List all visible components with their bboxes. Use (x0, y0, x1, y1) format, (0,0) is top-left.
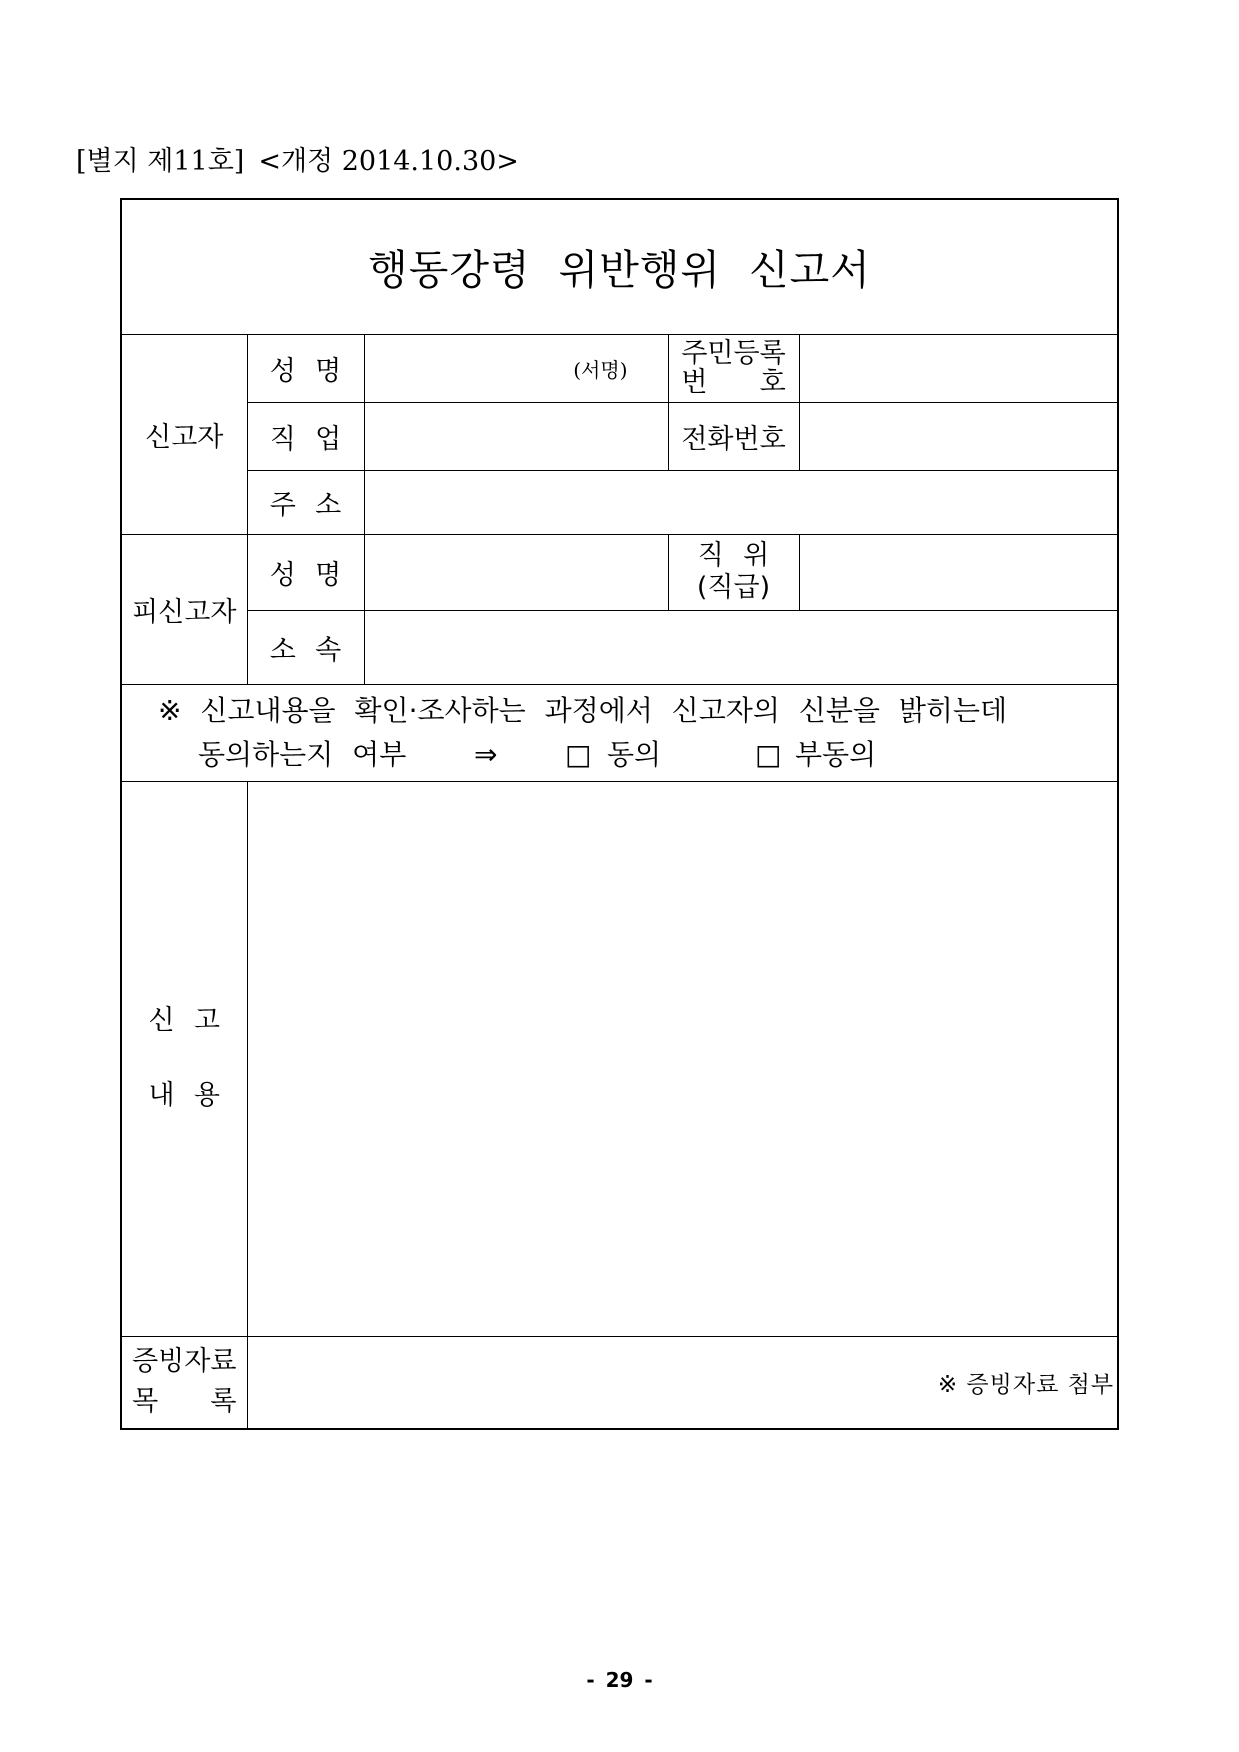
resident-no-label-cell (668, 334, 799, 402)
position-label-line1: 직 위 (697, 540, 770, 571)
resident-no-label (681, 339, 785, 397)
form-title-cell (121, 199, 1118, 334)
address-field[interactable] (364, 470, 1118, 534)
report-content-label (122, 1003, 247, 1114)
address-label: 주 소 (247, 470, 364, 534)
arrow-icon: ⇒ (474, 737, 498, 771)
reporter-name-label: 성 명 (247, 334, 364, 402)
evidence-label-line1: 증빙자료 (132, 1346, 237, 1378)
agree-checkbox[interactable]: □ (565, 737, 592, 771)
report-form-table (120, 198, 1119, 1430)
evidence-attach-note: ※ 증빙자료 첨부 (937, 1371, 1115, 1398)
report-content-field[interactable] (247, 781, 1118, 1336)
resident-no-field[interactable] (799, 334, 1118, 402)
accused-section-label: 피신고자 (121, 534, 247, 684)
resident-no-label-line1: 주민등록 (681, 338, 786, 369)
phone-label: 전화번호 (668, 402, 799, 470)
position-label-line2: (직급) (696, 572, 771, 603)
resident-no-label-line2-left: 번 (681, 367, 708, 398)
evidence-list-field[interactable] (247, 1336, 1118, 1429)
affiliation-label: 소 속 (247, 610, 364, 684)
occupation-label: 직 업 (247, 402, 364, 470)
accused-name-label: 성 명 (247, 534, 364, 610)
disagree-checkbox[interactable]: □ (755, 737, 782, 771)
report-content-label-line1: 신 고 (148, 1005, 221, 1036)
evidence-label-line2-left: 목 (132, 1386, 159, 1418)
identity-consent-cell (121, 684, 1118, 781)
evidence-label (132, 1342, 236, 1422)
accused-name-field[interactable] (364, 534, 668, 610)
occupation-field[interactable] (364, 402, 668, 470)
resident-no-label-line2 (681, 368, 785, 397)
position-label (697, 540, 770, 604)
signature-hint: (서명) (573, 357, 628, 382)
agree-label: 동의 (607, 737, 662, 771)
position-field[interactable] (799, 534, 1118, 610)
form-title: 행동강령 위반행위 신고서 (368, 246, 871, 295)
consent-question: 동의하는지 여부 (198, 737, 407, 771)
revision-date: <개정 2014.10.30> (258, 146, 519, 177)
affiliation-field[interactable] (364, 610, 1118, 684)
form-number: [별지 제11호] (76, 146, 245, 177)
resident-no-label-line2-right: 호 (759, 367, 786, 398)
form-header (76, 144, 519, 180)
report-content-label-line2: 내 용 (148, 1080, 221, 1111)
consent-notice: ※ 신고내용을 확인·조사하는 과정에서 신고자의 신분을 밝히는데 (158, 693, 1008, 727)
reporter-section-label: 신고자 (121, 334, 247, 534)
evidence-label-line2-right: 록 (210, 1386, 237, 1418)
phone-field[interactable] (799, 402, 1118, 470)
disagree-label: 부동의 (795, 737, 877, 771)
evidence-label-line2 (132, 1382, 236, 1422)
evidence-label-cell (121, 1336, 247, 1429)
page-number: - 29 - (586, 1668, 653, 1692)
position-label-cell (668, 534, 799, 610)
report-content-label-cell (121, 781, 247, 1336)
consent-options-row (122, 733, 1117, 777)
reporter-name-field[interactable] (364, 334, 668, 402)
